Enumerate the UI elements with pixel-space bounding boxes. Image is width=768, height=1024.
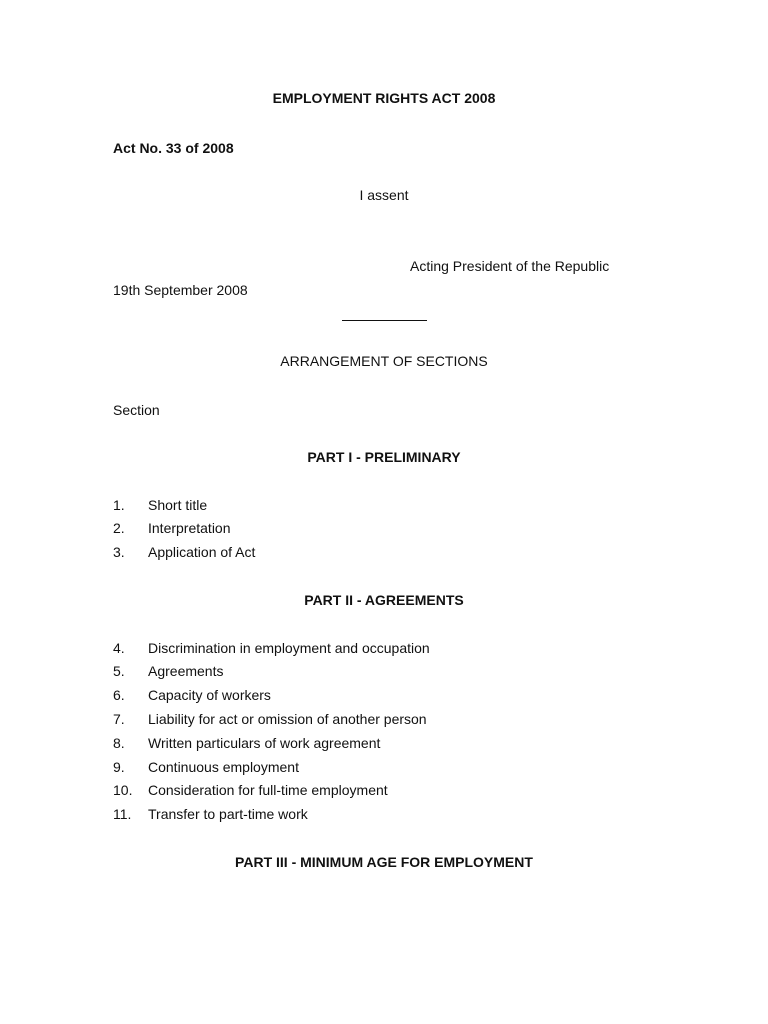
section-number: 1.: [113, 497, 125, 513]
assent-date: 19th September 2008: [113, 282, 248, 298]
arrangement-heading: ARRANGEMENT OF SECTIONS: [280, 353, 488, 369]
section-label: Section: [113, 402, 160, 418]
section-number: 7.: [113, 711, 125, 727]
part-heading: PART I - PRELIMINARY: [307, 449, 461, 465]
section-number: 5.: [113, 663, 125, 679]
part-heading: PART III - MINIMUM AGE FOR EMPLOYMENT: [235, 854, 533, 870]
section-title: Written particulars of work agreement: [148, 735, 381, 751]
section-number: 3.: [113, 544, 125, 560]
section-title: Continuous employment: [148, 759, 299, 775]
section-title: Capacity of workers: [148, 687, 271, 703]
section-title: Agreements: [148, 663, 224, 679]
divider-rule: [342, 320, 427, 321]
part-heading: PART II - AGREEMENTS: [304, 592, 464, 608]
section-title: Discrimination in employment and occupation: [148, 640, 430, 656]
section-title: Application of Act: [148, 544, 256, 560]
section-number: 4.: [113, 640, 125, 656]
section-number: 2.: [113, 520, 125, 536]
document-title: EMPLOYMENT RIGHTS ACT 2008: [272, 90, 496, 106]
section-number: 11.: [113, 806, 132, 822]
section-title: Interpretation: [148, 520, 231, 536]
section-number: 9.: [113, 759, 125, 775]
act-number: Act No. 33 of 2008: [113, 140, 234, 156]
section-title: Short title: [148, 497, 208, 513]
section-number: 6.: [113, 687, 125, 703]
assent-text: I assent: [359, 187, 409, 203]
signatory: Acting President of the Republic: [410, 258, 610, 274]
section-title: Consideration for full-time employment: [148, 782, 388, 798]
section-number: 8.: [113, 735, 125, 751]
section-number: 10.: [113, 782, 133, 798]
section-title: Transfer to part-time work: [148, 806, 308, 822]
section-title: Liability for act or omission of another person: [148, 711, 427, 727]
